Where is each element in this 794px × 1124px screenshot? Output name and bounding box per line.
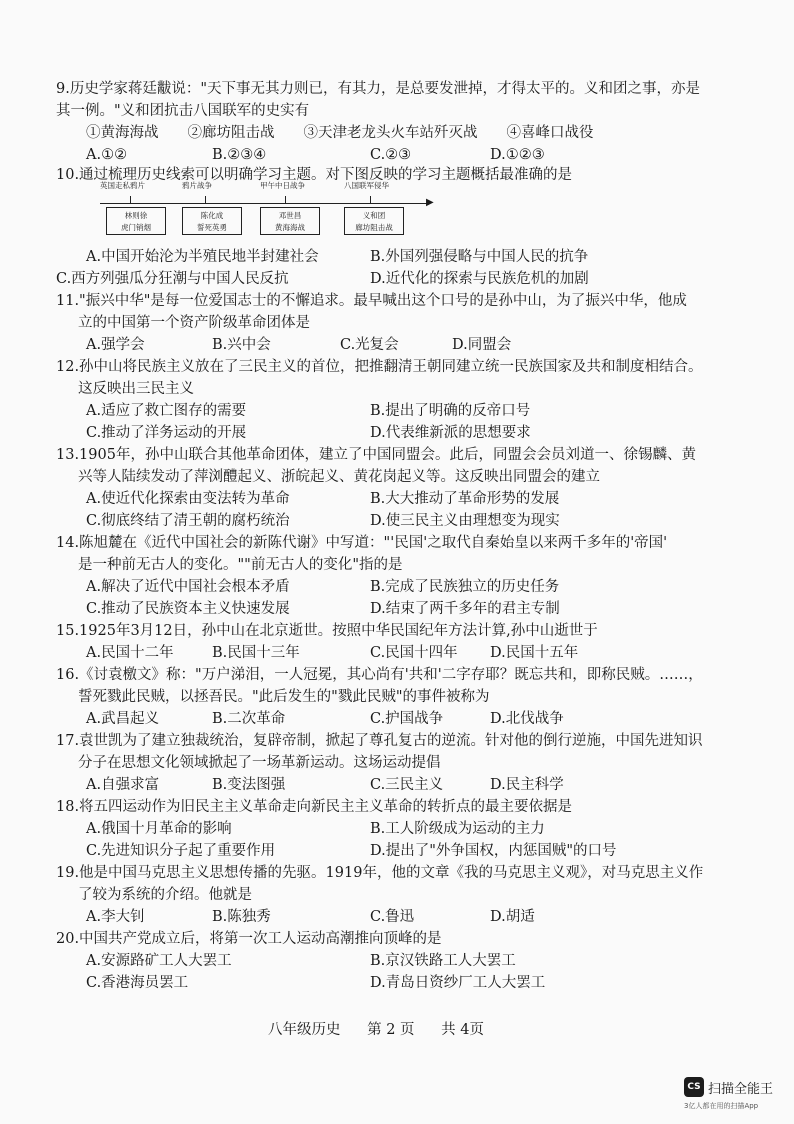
- watermark-tagline: 3亿人都在用的扫描App: [684, 1102, 759, 1110]
- q15-option-a: A.民国十二年: [86, 645, 174, 661]
- q19-option-c: C.鲁迅: [370, 909, 415, 925]
- timeline-box-4-line2: 廊坊阻击战: [355, 223, 393, 232]
- q20-option-c: C.香港海员罢工: [86, 975, 189, 991]
- q16-option-a: A.武昌起义: [86, 711, 160, 727]
- q18-stem: 18.将五四运动作为旧民主主义革命走向新民主主义革命的转折点的最主要依据是: [56, 799, 573, 815]
- q15-option-c: C.民国十四年: [370, 645, 458, 661]
- q19-stem-line2: 了较为系统的介绍。他就是: [78, 887, 252, 903]
- footer-total-pages: 共 4页: [441, 1022, 485, 1038]
- q14-stem-line2: 是一种前无古人的变化。""前无古人的变化"指的是: [78, 557, 403, 573]
- q12-stem-line2: 这反映出三民主义: [78, 381, 194, 397]
- q13-stem-line2: 兴等人陆续发动了萍浏醴起义、浙皖起义、黄花岗起义等。这反映出同盟会的建立: [78, 469, 600, 485]
- q16-stem-line1: 16.《讨袁檄文》称："万户涕泪，一人冠冕，其心尚有'共和'二字存耶？既忘共和，即称民贼。……，: [56, 667, 703, 683]
- timeline-box-3: [260, 207, 320, 235]
- q12-stem-line1: 12.孙中山将民族主义放在了三民主义的首位，把推翻清王朝同建立统一民族国家及共和制度相结合。: [56, 359, 703, 375]
- q20-option-a: A.安源路矿工人大罢工: [86, 953, 232, 969]
- q14-option-b: B.完成了民族独立的历史任务: [370, 579, 560, 595]
- timeline-box-4: [344, 207, 404, 235]
- q9-stem-line1: 9.历史学家蒋廷黻说："天下事无其力则已，有其力，是总要发泄掉，才得太平的。义和团之事，亦是: [56, 81, 700, 97]
- q15-option-d: D.民国十五年: [490, 645, 579, 661]
- q17-option-b: B.变法图强: [212, 777, 286, 793]
- q13-option-b: B.大大推动了革命形势的发展: [370, 491, 560, 507]
- timeline-tick-2: [205, 196, 206, 204]
- timeline-box-3-line2: 黄海海战: [275, 223, 305, 232]
- q11-stem-line1: 11."振兴中华"是每一位爱国志士的不懈追求。最早喊出这个口号的是孙中山，为了振兴中华，他成: [56, 293, 687, 309]
- timeline-box-2: [182, 207, 242, 235]
- q15-option-b: B.民国十三年: [212, 645, 300, 661]
- q16-stem-line2: 誓死戮此民贼，以拯吾民。"此后发生的"戮此民贼"的事件被称为: [78, 689, 490, 705]
- q13-stem-line1: 13.1905年，孙中山联合其他革命团体，建立了中国同盟会。此后，同盟会会员刘道一、徐锡麟、黄: [56, 447, 696, 463]
- q11-option-a: A.强学会: [86, 337, 145, 353]
- footer-subject: 八年级历史: [268, 1022, 341, 1038]
- timeline-event-1: 英国走私鸦片: [100, 181, 145, 190]
- timeline-tick-1: [130, 196, 131, 204]
- q17-stem-line1: 17.袁世凯为了建立独裁统治，复辟帝制，掀起了尊孔复古的逆流。针对他的倒行逆施，中国先进知识: [56, 733, 703, 749]
- timeline-box-1: [106, 207, 166, 235]
- q18-option-b: B.工人阶级成为运动的主力: [370, 821, 545, 837]
- q18-option-c: C.先进知识分子起了重要作用: [86, 843, 276, 859]
- q9-items: ①黄海海战 ②廊坊阻击战 ③天津老龙头火车站歼灭战 ④喜峰口战役: [86, 125, 594, 141]
- q12-option-d: D.代表维新派的思想要求: [370, 425, 531, 441]
- q20-option-b: B.京汉铁路工人大罢工: [370, 953, 516, 969]
- q19-stem-line1: 19.他是中国马克思主义思想传播的先驱。1919年，他的文章《我的马克思主义观》，对马克思主义作: [56, 865, 704, 881]
- timeline-axis: [100, 203, 430, 204]
- q17-option-d: D.民主科学: [490, 777, 564, 793]
- camscanner-logo-icon: CS: [684, 1077, 704, 1097]
- q20-stem: 20.中国共产党成立后，将第一次工人运动高潮推向顶峰的是: [56, 931, 442, 947]
- q10-option-b: B.外国列强侵略与中国人民的抗争: [370, 249, 589, 265]
- q10-option-c: C.西方列强瓜分狂潮与中国人民反抗: [56, 271, 289, 287]
- q20-option-d: D.青岛日资纱厂工人大罢工: [370, 975, 546, 991]
- footer-page-number: 第 2 页: [367, 1022, 415, 1038]
- q11-stem-line2: 立的中国第一个资产阶级革命团体是: [78, 315, 310, 331]
- q10-stem: 10.通过梳理历史线索可以明确学习主题。对下图反映的学习主题概括最准确的是: [56, 167, 573, 183]
- timeline-tick-4: [370, 196, 371, 204]
- q11-option-d: D.同盟会: [452, 337, 512, 353]
- q17-option-c: C.三民主义: [370, 777, 444, 793]
- timeline-box-1-line1: 林则徐: [124, 211, 148, 220]
- q17-stem-line2: 分子在思想文化领域掀起了一场革新运动。这场运动提倡: [78, 755, 441, 771]
- q11-option-c: C.光复会: [340, 337, 399, 353]
- q12-option-b: B.提出了明确的反帝口号: [370, 403, 531, 419]
- timeline-box-2-line2: 誓死英勇: [197, 223, 227, 232]
- timeline-event-2: 鸦片战争: [182, 181, 212, 190]
- timeline-box-1-line2: 虎门销烟: [121, 223, 151, 232]
- q10-option-d: D.近代化的探索与民族危机的加剧: [370, 271, 589, 287]
- page-footer: [268, 1018, 506, 1039]
- timeline-box-2-line1: 陈化成: [200, 211, 224, 220]
- timeline-event-3: 甲午中日战争: [260, 181, 305, 190]
- q15-stem: 15.1925年3月12日，孙中山在北京逝世。按照中华民国纪年方法计算,孙中山逝世于: [56, 623, 598, 639]
- q10-timeline-figure: [100, 180, 440, 240]
- timeline-box-3-line1: 邓世昌: [278, 211, 302, 220]
- q14-option-a: A.解决了近代中国社会根本矛盾: [86, 579, 290, 595]
- q9-option-c: C.②③: [370, 147, 412, 163]
- q14-option-c: C.推动了民族资本主义快速发展: [86, 601, 290, 617]
- q13-option-a: A.使近代化探索由变法转为革命: [86, 491, 290, 507]
- q19-option-b: B.陈独秀: [212, 909, 271, 925]
- q18-option-a: A.俄国十月革命的影响: [86, 821, 232, 837]
- timeline-event-4: 八国联军侵华: [344, 181, 389, 190]
- q17-option-a: A.自强求富: [86, 777, 160, 793]
- q18-option-d: D.提出了"外争国权，内惩国贼"的口号: [370, 843, 617, 859]
- q16-option-c: C.护国战争: [370, 711, 444, 727]
- q11-option-b: B.兴中会: [212, 337, 271, 353]
- q9-stem-line2: 其一例。"义和团抗击八国联军的史实有: [56, 103, 310, 119]
- watermark-app-name: 扫描全能王: [708, 1082, 774, 1097]
- q9-option-a: A.①②: [86, 147, 128, 163]
- q14-stem-line1: 14.陈旭麓在《近代中国社会的新陈代谢》中写道："'民国'之取代自秦始皇以来两千多年的'帝国': [56, 535, 668, 551]
- q10-option-a: A.中国开始沦为半殖民地半封建社会: [86, 249, 319, 265]
- q13-option-d: D.使三民主义由理想变为现实: [370, 513, 560, 529]
- q12-option-c: C.推动了洋务运动的开展: [86, 425, 247, 441]
- timeline-tick-3: [285, 196, 286, 204]
- timeline-arrow-icon: ▶: [426, 197, 434, 208]
- q12-option-a: A.适应了救亡图存的需要: [86, 403, 247, 419]
- q16-option-d: D.北伐战争: [490, 711, 564, 727]
- q14-option-d: D.结束了两千多年的君主专制: [370, 601, 560, 617]
- q19-option-a: A.李大钊: [86, 909, 145, 925]
- q16-option-b: B.二次革命: [212, 711, 286, 727]
- q9-option-d: D.①②③: [490, 147, 545, 163]
- q13-option-c: C.彻底终结了清王朝的腐朽统治: [86, 513, 290, 529]
- timeline-box-4-line1: 义和团: [362, 211, 386, 220]
- q19-option-d: D.胡适: [490, 909, 535, 925]
- q9-option-b: B.②③④: [212, 147, 267, 163]
